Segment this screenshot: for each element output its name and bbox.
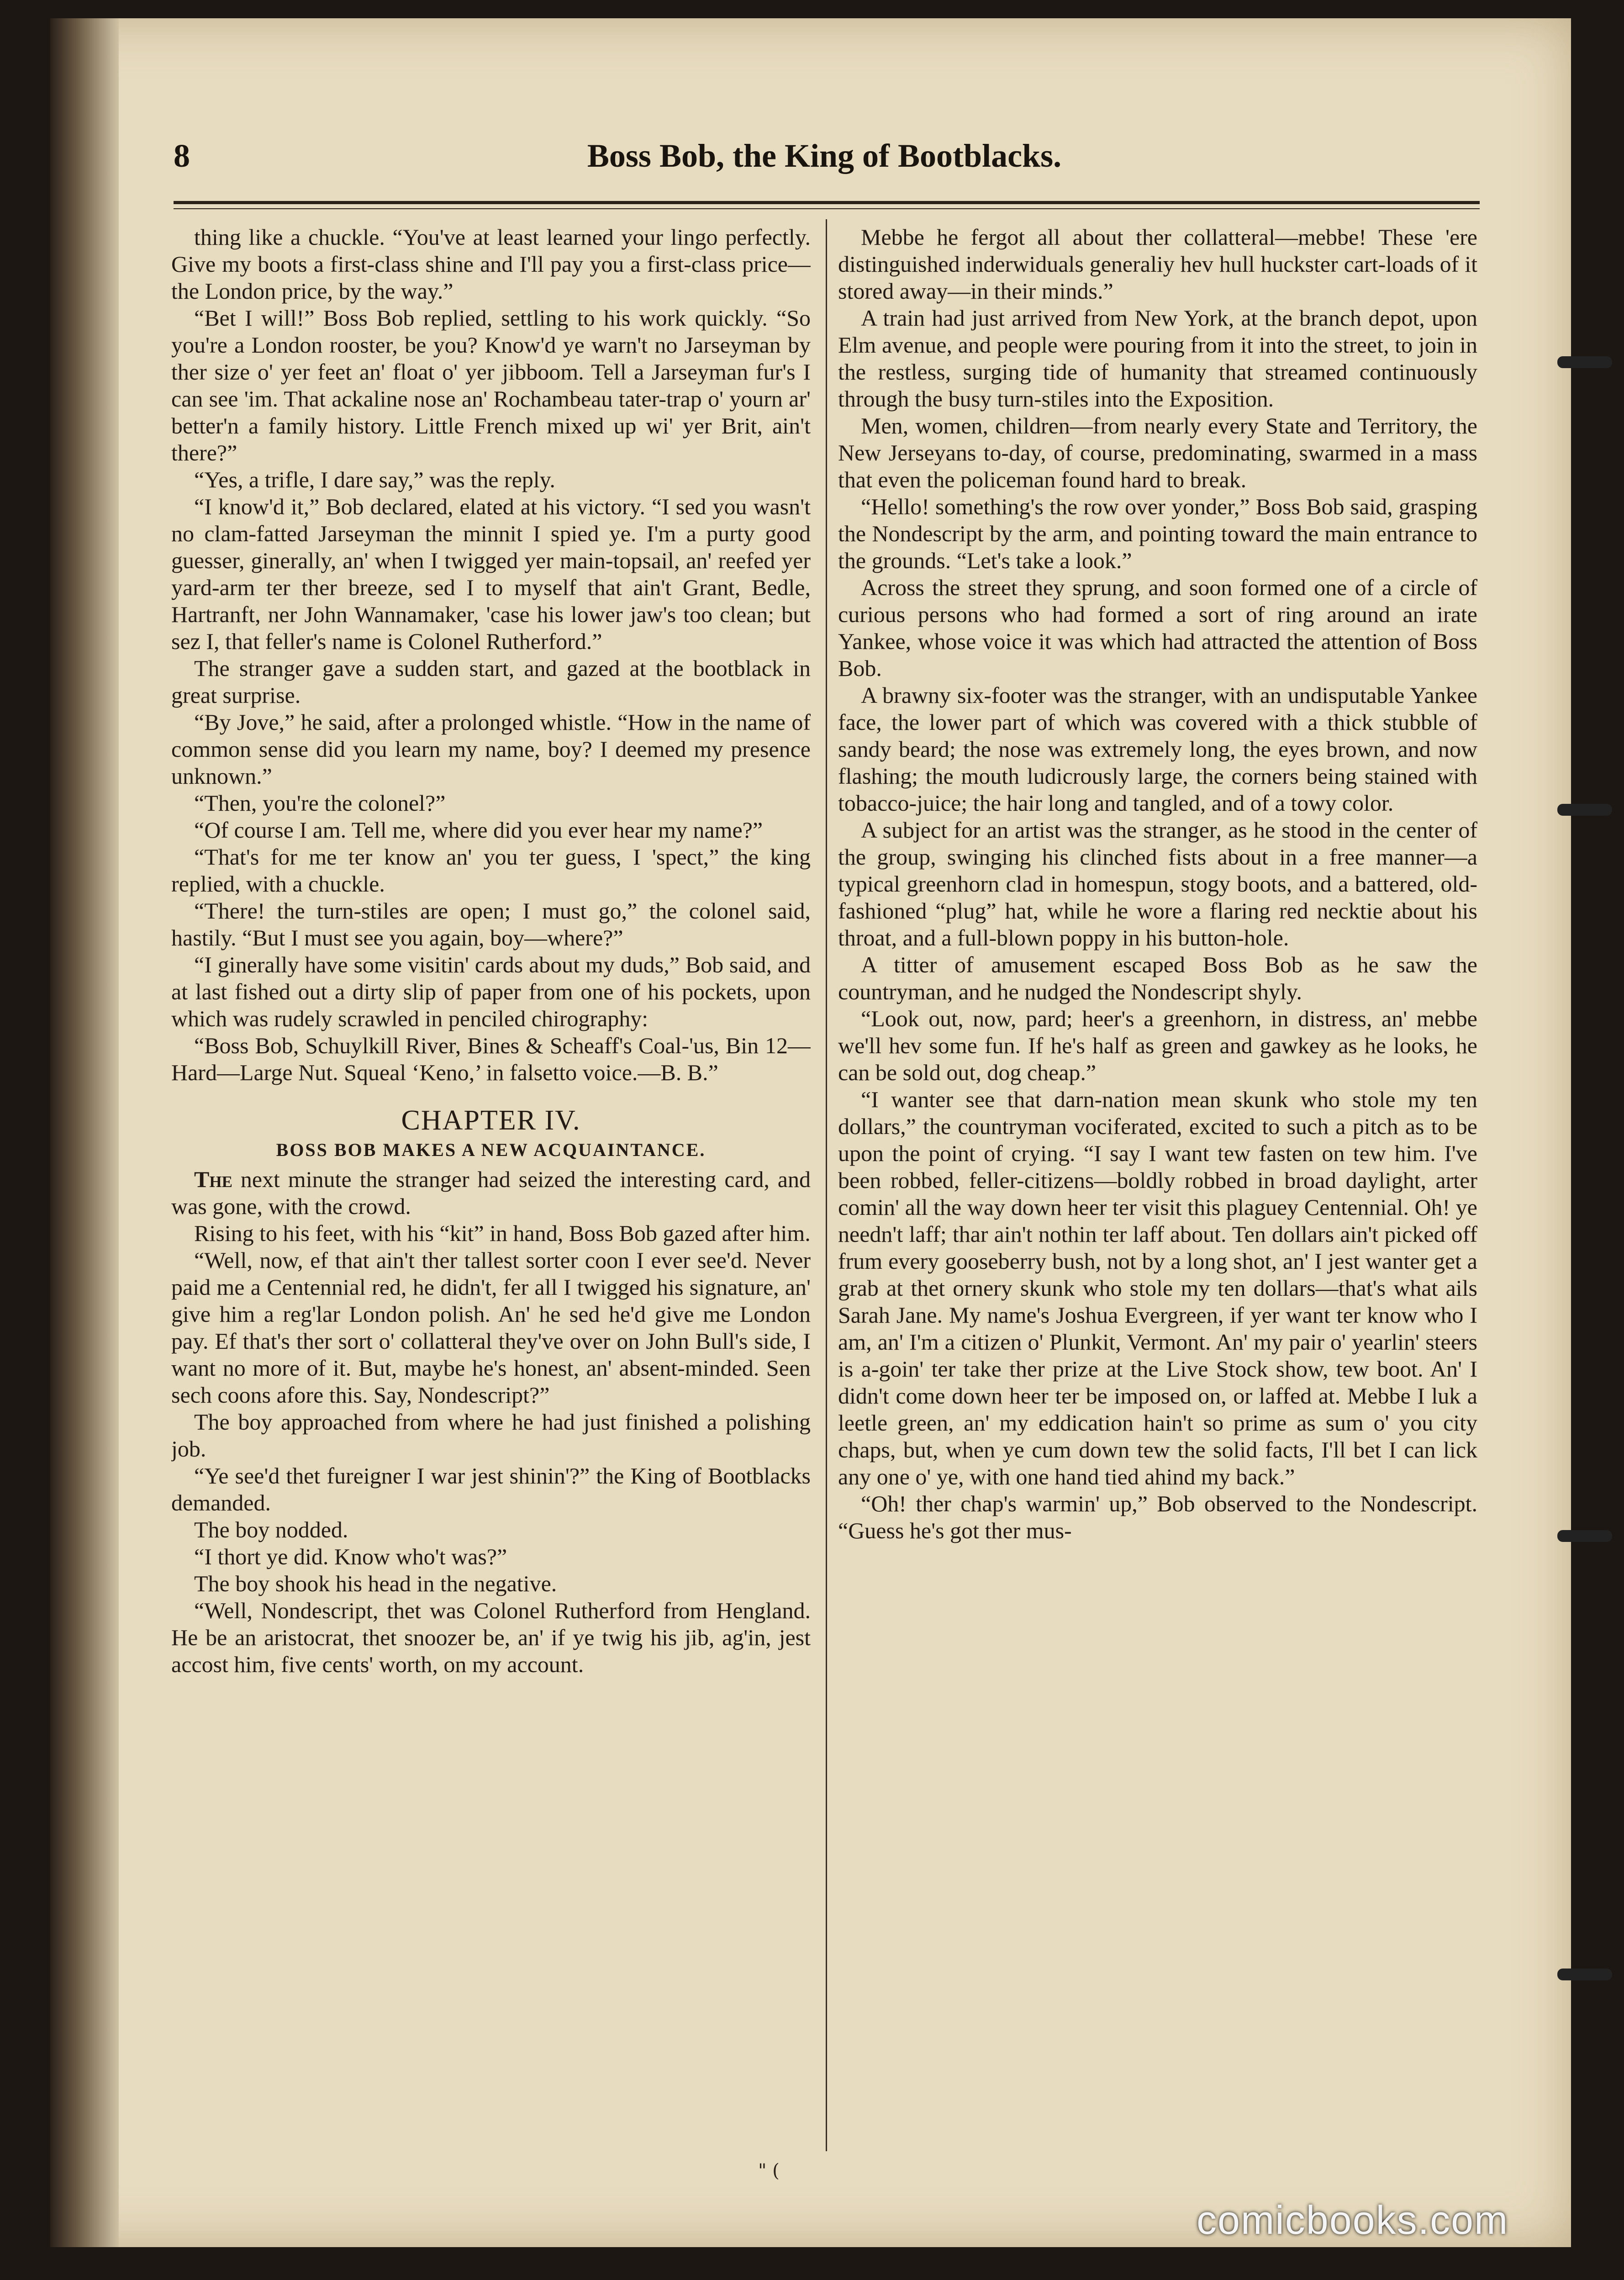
paragraph: “Look out, now, pard; heer's a greenhorn, in distress, an' mebbe we'll hev some fun. If he's half as green and gawkey as he looks, he can be sold out, dog cheap.” <box>838 1006 1477 1085</box>
paragraph: “Then, you're the colonel?” <box>194 790 446 816</box>
paragraph: Mebbe he fergot all about ther collatteral—mebbe! These 'ere distinguished inderwiduals generaliy hev hull huckster cart-loads of it stored away—in their minds.” <box>838 224 1477 304</box>
paragraph: “Bet I will!” Boss Bob replied, settling to his work quickly. “So you're a London rooster, be you? Know'd ye warn't no Jarseyman by ther size o' yer feet an' float o' yer jibboom. Tell a Jarseyman fur's I can see 'im. That ackaline nose an' Rochambeau tater-trap o' yourn ar' better'n a family history. Little French mixed up wi' yer Brit, ain't there?” <box>171 305 811 465</box>
paragraph: thing like a chuckle. “You've at least learned your lingo perfectly. Give my boots a first-class shine and I'll pay you a first-class price—the London price, by the way.” <box>171 224 811 304</box>
chapter-subtitle: BOSS BOB MAKES A NEW ACQUAINTANCE. <box>276 1140 706 1160</box>
paragraph: A subject for an artist was the stranger, as he stood in the center of the group, swinging his clinched fists about in a free manner—a typical greenhorn clad in homespun, stogy boots, and a battered, old-fashioned “plug” hat, while he wore a flaring red necktie about his throat, and a full-blown poppy in his button-hole. <box>838 817 1477 950</box>
paragraph: “By Jove,” he said, after a prolonged whistle. “How in the name of common sense did you learn my name, boy? I deemed my presence unknown.” <box>171 709 811 789</box>
lead-word: The <box>194 1166 232 1192</box>
paragraph: Men, women, children—from nearly every State and Territory, the New Jerseyans to-day, of course, predominating, swarmed in a mass that even the policeman found hard to break. <box>838 413 1477 492</box>
chapter-lead-paragraph <box>171 1166 811 1220</box>
binding-hole <box>1557 356 1612 368</box>
paragraph: “Well, Nondescript, thet was Colonel Rutherford from Hengland. He be an aristocrat, thet snoozer be, an' if ye twig his jib, ag'in, jest accost him, five cents' worth, on my account. <box>171 1598 811 1677</box>
paragraph: “I ginerally have some visitin' cards about my duds,” Bob said, and at last fished out a dirty slip of paper from one of his pockets, upon which was rudely scrawled in penciled chirography: <box>171 952 811 1031</box>
paragraph: A brawny six-footer was the stranger, with an undisputable Yankee face, the lower part of which was covered with a thick stubble of sandy beard; the nose was extremely long, the eyes brown, and now flashing; the mouth ludicrously large, the corners being stained with tobacco-juice; the hair long and tangled, and of a towy color. <box>838 682 1477 816</box>
left-column <box>171 224 811 2156</box>
column-divider <box>826 219 827 2151</box>
paragraph: The boy shook his head in the negative. <box>194 1571 557 1596</box>
page-binding-edge <box>50 18 119 2247</box>
binding-hole <box>1557 804 1612 816</box>
paragraph: “I wanter see that darn-nation mean skunk who stole my ten dollars,” the countryman vociferated, excited to such a pitch as to be upon the point of crying. “I say I want tew fasten on tew him. I've been robbed, feller-citizens—boldly robbed in broad daylight, arter comin' all the way down heer ter visit this plaguey Centennial. Oh! ye needn't laff; thar ain't nothin ter laff about. Ten dollars ain't picked off frum every gooseberry bush, not by a long shot, an' I jest wanter get a grab at thet ornery skunk who stole my ten dollars—that's what ails Sarah Jane. My name's Joshua Evergreen, if yer want ter know who I am, an' I'm a citizen o' Plunkit, Vermont. An' my pair o' yearlin' steers is a-goin' ter take ther prize at the Live Stock show, tew boot. An' I didn't come down heer ter be imposed on, or laffed at. Mebbe I luk a leetle green, an' my eddication hain't so prime as sum o' you city chaps, but, when ye cum down tew the solid facts, I'll bet I can lick any one o' ye, with one hand tied ahind my back.” <box>838 1087 1477 1489</box>
page-number: 8 <box>174 137 190 174</box>
paragraph: “I know'd it,” Bob declared, elated at his victory. “I sed you wasn't no clam-fatted Jarseyman the minnit I spied ye. I'm a purty good guesser, ginerally, an' when I twigged yer main-topsail, an' reefed yer yard-arm ter ther breeze, sed I to myself that ain't Grant, Bedle, Hartranft, ner John Wannamaker, 'case his lower jaw's too clean; but sez I, that feller's name is Colonel Rutherford.” <box>171 494 811 654</box>
paragraph: “Boss Bob, Schuylkill River, Bines & Scheaff's Coal-'us, Bin 12—Hard—Large Nut. Squeal ‘Keno,’ in falsetto voice.—B. B.” <box>171 1033 811 1085</box>
paragraph: “Oh! ther chap's warmin' up,” Bob observed to the Nondescript. “Guess he's got ther mus- <box>838 1491 1477 1543</box>
paragraph: “Hello! something's the row over yonder,” Boss Bob said, grasping the Nondescript by the arm, and pointing toward the main entrance to the grounds. “Let's take a look.” <box>838 494 1477 573</box>
paragraph: “There! the turn-stiles are open; I must go,” the colonel said, hastily. “But I must see you again, boy—where?” <box>171 898 811 950</box>
lead-text: next minute the stranger had seized the interesting card, and was gone, with the crowd. <box>171 1166 811 1219</box>
page-header <box>174 137 1475 192</box>
paragraph: “I thort ye did. Know who't was?” <box>194 1544 507 1569</box>
paragraph: “Ye see'd thet fureigner I war jest shinin'?” the King of Bootblacks demanded. <box>171 1463 811 1515</box>
paragraph: “Yes, a trifle, I dare say,” was the reply. <box>194 467 555 492</box>
left-paragraphs-before <box>171 224 811 1086</box>
paragraph: “Of course I am. Tell me, where did you ever hear my name?” <box>194 817 763 843</box>
paragraph: “Well, now, ef that ain't ther tallest sorter coon I ever see'd. Never paid me a Centennial red, he didn't, fer all I twigged his signature, an' give him a reg'lar London polish. An' he sed he'd give me London pay. Ef that's ther sort o' collatteral they've over on John Bull's side, I want no more of it. But, maybe he's honest, an' absent-minded. Seen sech coons afore this. Say, Nondescript?” <box>171 1247 811 1408</box>
footer-mark: " ( <box>758 2160 780 2181</box>
header-rule <box>174 201 1480 204</box>
watermark-text: comicbooks.com <box>1197 2197 1509 2243</box>
binding-hole <box>1557 1969 1612 1980</box>
right-paragraphs <box>838 224 1477 1544</box>
paragraph: Rising to his feet, with his “kit” in hand, Boss Bob gazed after him. <box>194 1220 811 1246</box>
running-title: Boss Bob, the King of Bootblacks. <box>587 137 1062 174</box>
paragraph: A titter of amusement escaped Boss Bob as he saw the countryman, and he nudged the Nondescript shyly. <box>838 952 1477 1004</box>
paragraph: “That's for me ter know an' you ter guess, I 'spect,” the king replied, with a chuckle. <box>171 844 811 897</box>
chapter-title: CHAPTER IV. <box>401 1105 581 1136</box>
paragraph: A train had just arrived from New York, at the branch depot, upon Elm avenue, and people were pouring from it into the street, to join in the restless, surging tide of humanity that streamed continuously through the busy turn-stiles into the Exposition. <box>838 305 1477 412</box>
paragraph: The boy nodded. <box>194 1517 348 1542</box>
paragraph: The stranger gave a sudden start, and gazed at the bootblack in great surprise. <box>171 655 811 708</box>
paragraph: The boy approached from where he had just finished a polishing job. <box>171 1409 811 1462</box>
header-rule-thin <box>174 208 1480 209</box>
left-paragraphs-after <box>171 1220 811 1678</box>
binding-hole <box>1557 1530 1612 1542</box>
paragraph: Across the street they sprung, and soon formed one of a circle of curious persons who had formed a sort of ring around an irate Yankee, whose voice it was which had attracted the attention of Boss Bob. <box>838 575 1477 681</box>
right-column <box>838 224 1477 2156</box>
